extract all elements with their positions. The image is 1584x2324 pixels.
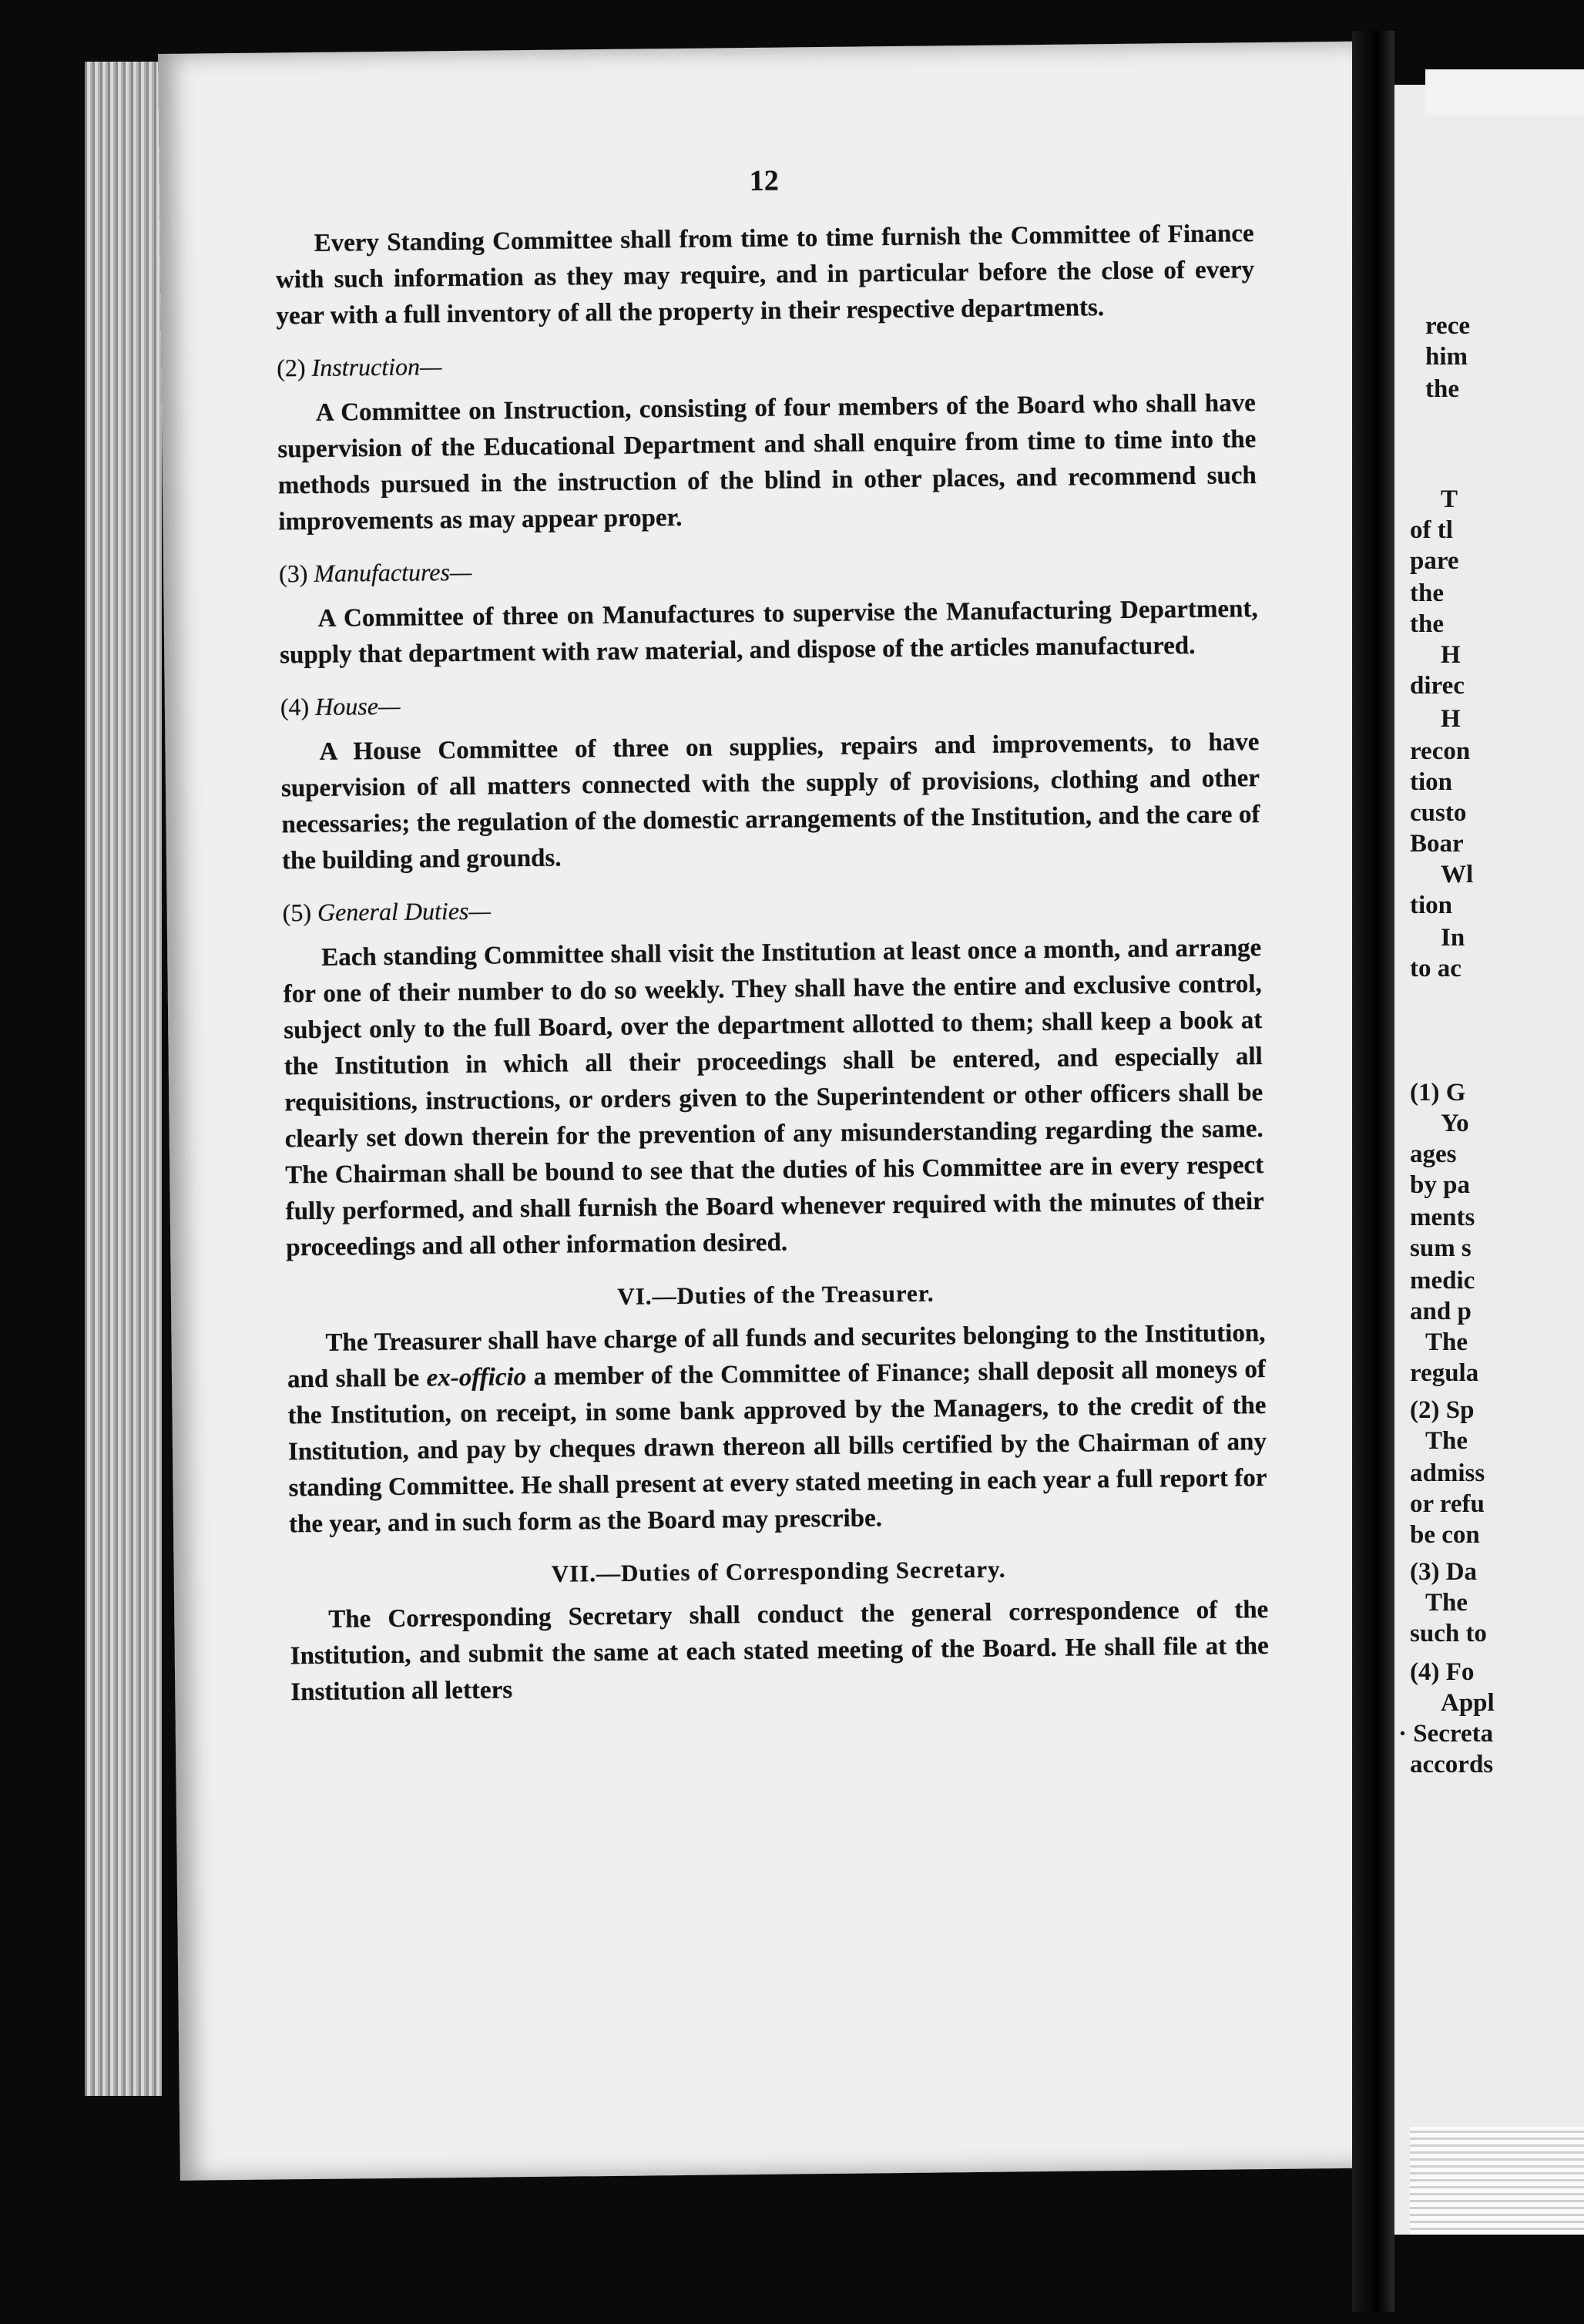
- right-page-line: pare: [1410, 547, 1459, 575]
- right-page-line: tion: [1410, 892, 1453, 919]
- right-page-line: by pa: [1410, 1171, 1470, 1199]
- right-page-line: the: [1425, 375, 1459, 403]
- subsection-title: Manufactures—: [314, 557, 472, 587]
- right-page-line: admiss: [1410, 1459, 1485, 1487]
- right-page-line: and p: [1410, 1298, 1472, 1325]
- subsection-number: (3): [278, 559, 308, 588]
- right-page-line: Appl: [1441, 1689, 1495, 1717]
- right-page-line: T: [1441, 485, 1458, 513]
- right-page-line: of tl: [1410, 516, 1453, 544]
- subsection-title: House—: [315, 691, 401, 720]
- instruction-paragraph: A Committee on Instruction, consisting of four members of the Board who shall have supervision of the Educational Department and shall enquire from time to time into the methods pursued in the instruction of the blind in other places, and recommend such improvements as may appear proper.: [277, 389, 1257, 536]
- right-page-line: H: [1441, 641, 1461, 669]
- right-page-top-slip: [1425, 69, 1584, 116]
- subsection-number: (2): [277, 354, 306, 382]
- right-page-line: sum s: [1410, 1234, 1472, 1262]
- right-page-line: custo: [1410, 799, 1467, 827]
- right-page-line: him: [1425, 343, 1468, 371]
- intro-paragraph: Every Standing Committee shall from time to time furnish the Committee of Finance with such information as they may require, and in particular before the close of every year with a full inventory of all the property in their respective departments.: [275, 220, 1255, 331]
- right-page-line: The: [1425, 1427, 1468, 1455]
- subsection-manufactures: [279, 546, 1257, 592]
- right-page-line: · Secreta: [1398, 1720, 1494, 1748]
- right-page-line: direc: [1410, 672, 1465, 700]
- right-page-line: ages: [1410, 1140, 1457, 1168]
- right-page-line: such to: [1410, 1620, 1487, 1647]
- secretary-paragraph: The Corresponding Secretary shall conduct the general correspondence of the Institution, and submit the same at each stated meeting of the Board. He shall file at the Institution all letters: [290, 1596, 1269, 1707]
- right-page-line: medic: [1410, 1267, 1475, 1295]
- right-page-line: recon: [1410, 737, 1471, 765]
- right-page-line: The: [1425, 1328, 1468, 1356]
- page-number: 12: [749, 164, 779, 197]
- subsection-house: [280, 679, 1259, 725]
- subsection-number: (5): [282, 898, 312, 927]
- right-page-line: the: [1410, 579, 1444, 607]
- subsection-number: (4): [280, 692, 310, 721]
- subsection-general-duties: [282, 885, 1260, 931]
- treasurer-heading: VI.—Duties of the Treasurer.: [617, 1279, 935, 1310]
- right-page-line: Boar: [1410, 830, 1464, 858]
- right-page-line: tion: [1410, 768, 1453, 796]
- right-page-line: Wl: [1441, 861, 1474, 888]
- right-page-line: rece: [1425, 312, 1470, 340]
- treasurer-paragraph: [287, 1315, 1267, 1543]
- right-page-line: to ac: [1410, 955, 1462, 982]
- right-page-line: be con: [1410, 1521, 1480, 1549]
- left-page: [158, 42, 1382, 2181]
- right-page-line: (1) G: [1410, 1079, 1466, 1107]
- general-duties-paragraph: Each standing Committee shall visit the Institution at least once a month, and arrange for one of their number to do so weekly. They shall have the entire and exclusive control, subject only to the full Board, over the department allotted to them; shall keep a book at the Institution in which all their proceedings shall be entered, and especially all requisitions, instructions, or orders given to the Superintendent or other officers shall be clearly set down therein for the prevention of any misunderstanding regarding the same. The Chairman shall be bound to see that the duties of his Committee are in every respect fully performed, and shall furnish the Board whenever required with the minutes of their proceedings and all other information desired.: [283, 934, 1264, 1262]
- page-edges: [85, 62, 162, 2096]
- right-page-line: H: [1441, 705, 1461, 733]
- right-page-line: regula: [1410, 1359, 1479, 1387]
- treasurer-text-em: ex-officio: [426, 1363, 527, 1392]
- right-page-line: The: [1425, 1589, 1468, 1617]
- subsection-title: General Duties—: [317, 896, 492, 926]
- secretary-heading: VII.—Duties of Corresponding Secretary.: [551, 1555, 1006, 1587]
- right-page-line: (2) Sp: [1410, 1396, 1475, 1424]
- manufactures-paragraph: A Committee of three on Manufactures to supervise the Manufacturing Department, supply that department with raw material, and dispose of the articles manufactured.: [279, 595, 1258, 670]
- book-gutter: [1352, 31, 1394, 2312]
- left-page-text: [275, 158, 1270, 1711]
- house-paragraph: A House Committee of three on supplies, repairs and improvements, to have supervision of all matters connected with the supply of provisions, clothing and other necessaries; the regulation of the domestic arrangements of the Institution, and the care of the building and grounds.: [280, 728, 1260, 875]
- right-page-line: (4) Fo: [1410, 1658, 1475, 1686]
- right-page-line: the: [1410, 610, 1444, 638]
- right-page-line: or refu: [1410, 1490, 1485, 1518]
- right-page-line: In: [1441, 924, 1465, 952]
- right-page-line: accords: [1410, 1751, 1494, 1778]
- subsection-instruction: [277, 340, 1255, 386]
- right-page-line: ments: [1410, 1204, 1475, 1231]
- right-page-bottom-edges: [1410, 2127, 1584, 2235]
- right-page-line: (3) Da: [1410, 1558, 1478, 1586]
- subsection-title: Instruction—: [311, 352, 442, 381]
- treasurer-text-b: a member of the Committee of Finance; shall deposit all moneys of the Institution, on receipt, in some bank approved by the Managers, to the credit of the Institution, and pay by cheques drawn thereon all bills certified by the Chairman of any standing Committee. He shall present at every stated meeting in each year a full report for the year, and in such form as the Board may prescribe.: [287, 1355, 1267, 1539]
- right-page-line: Yo: [1441, 1110, 1469, 1137]
- treasurer-text-a: The Treasurer shall have charge of all funds and securites belonging to the Institution, and shall be: [287, 1319, 1266, 1394]
